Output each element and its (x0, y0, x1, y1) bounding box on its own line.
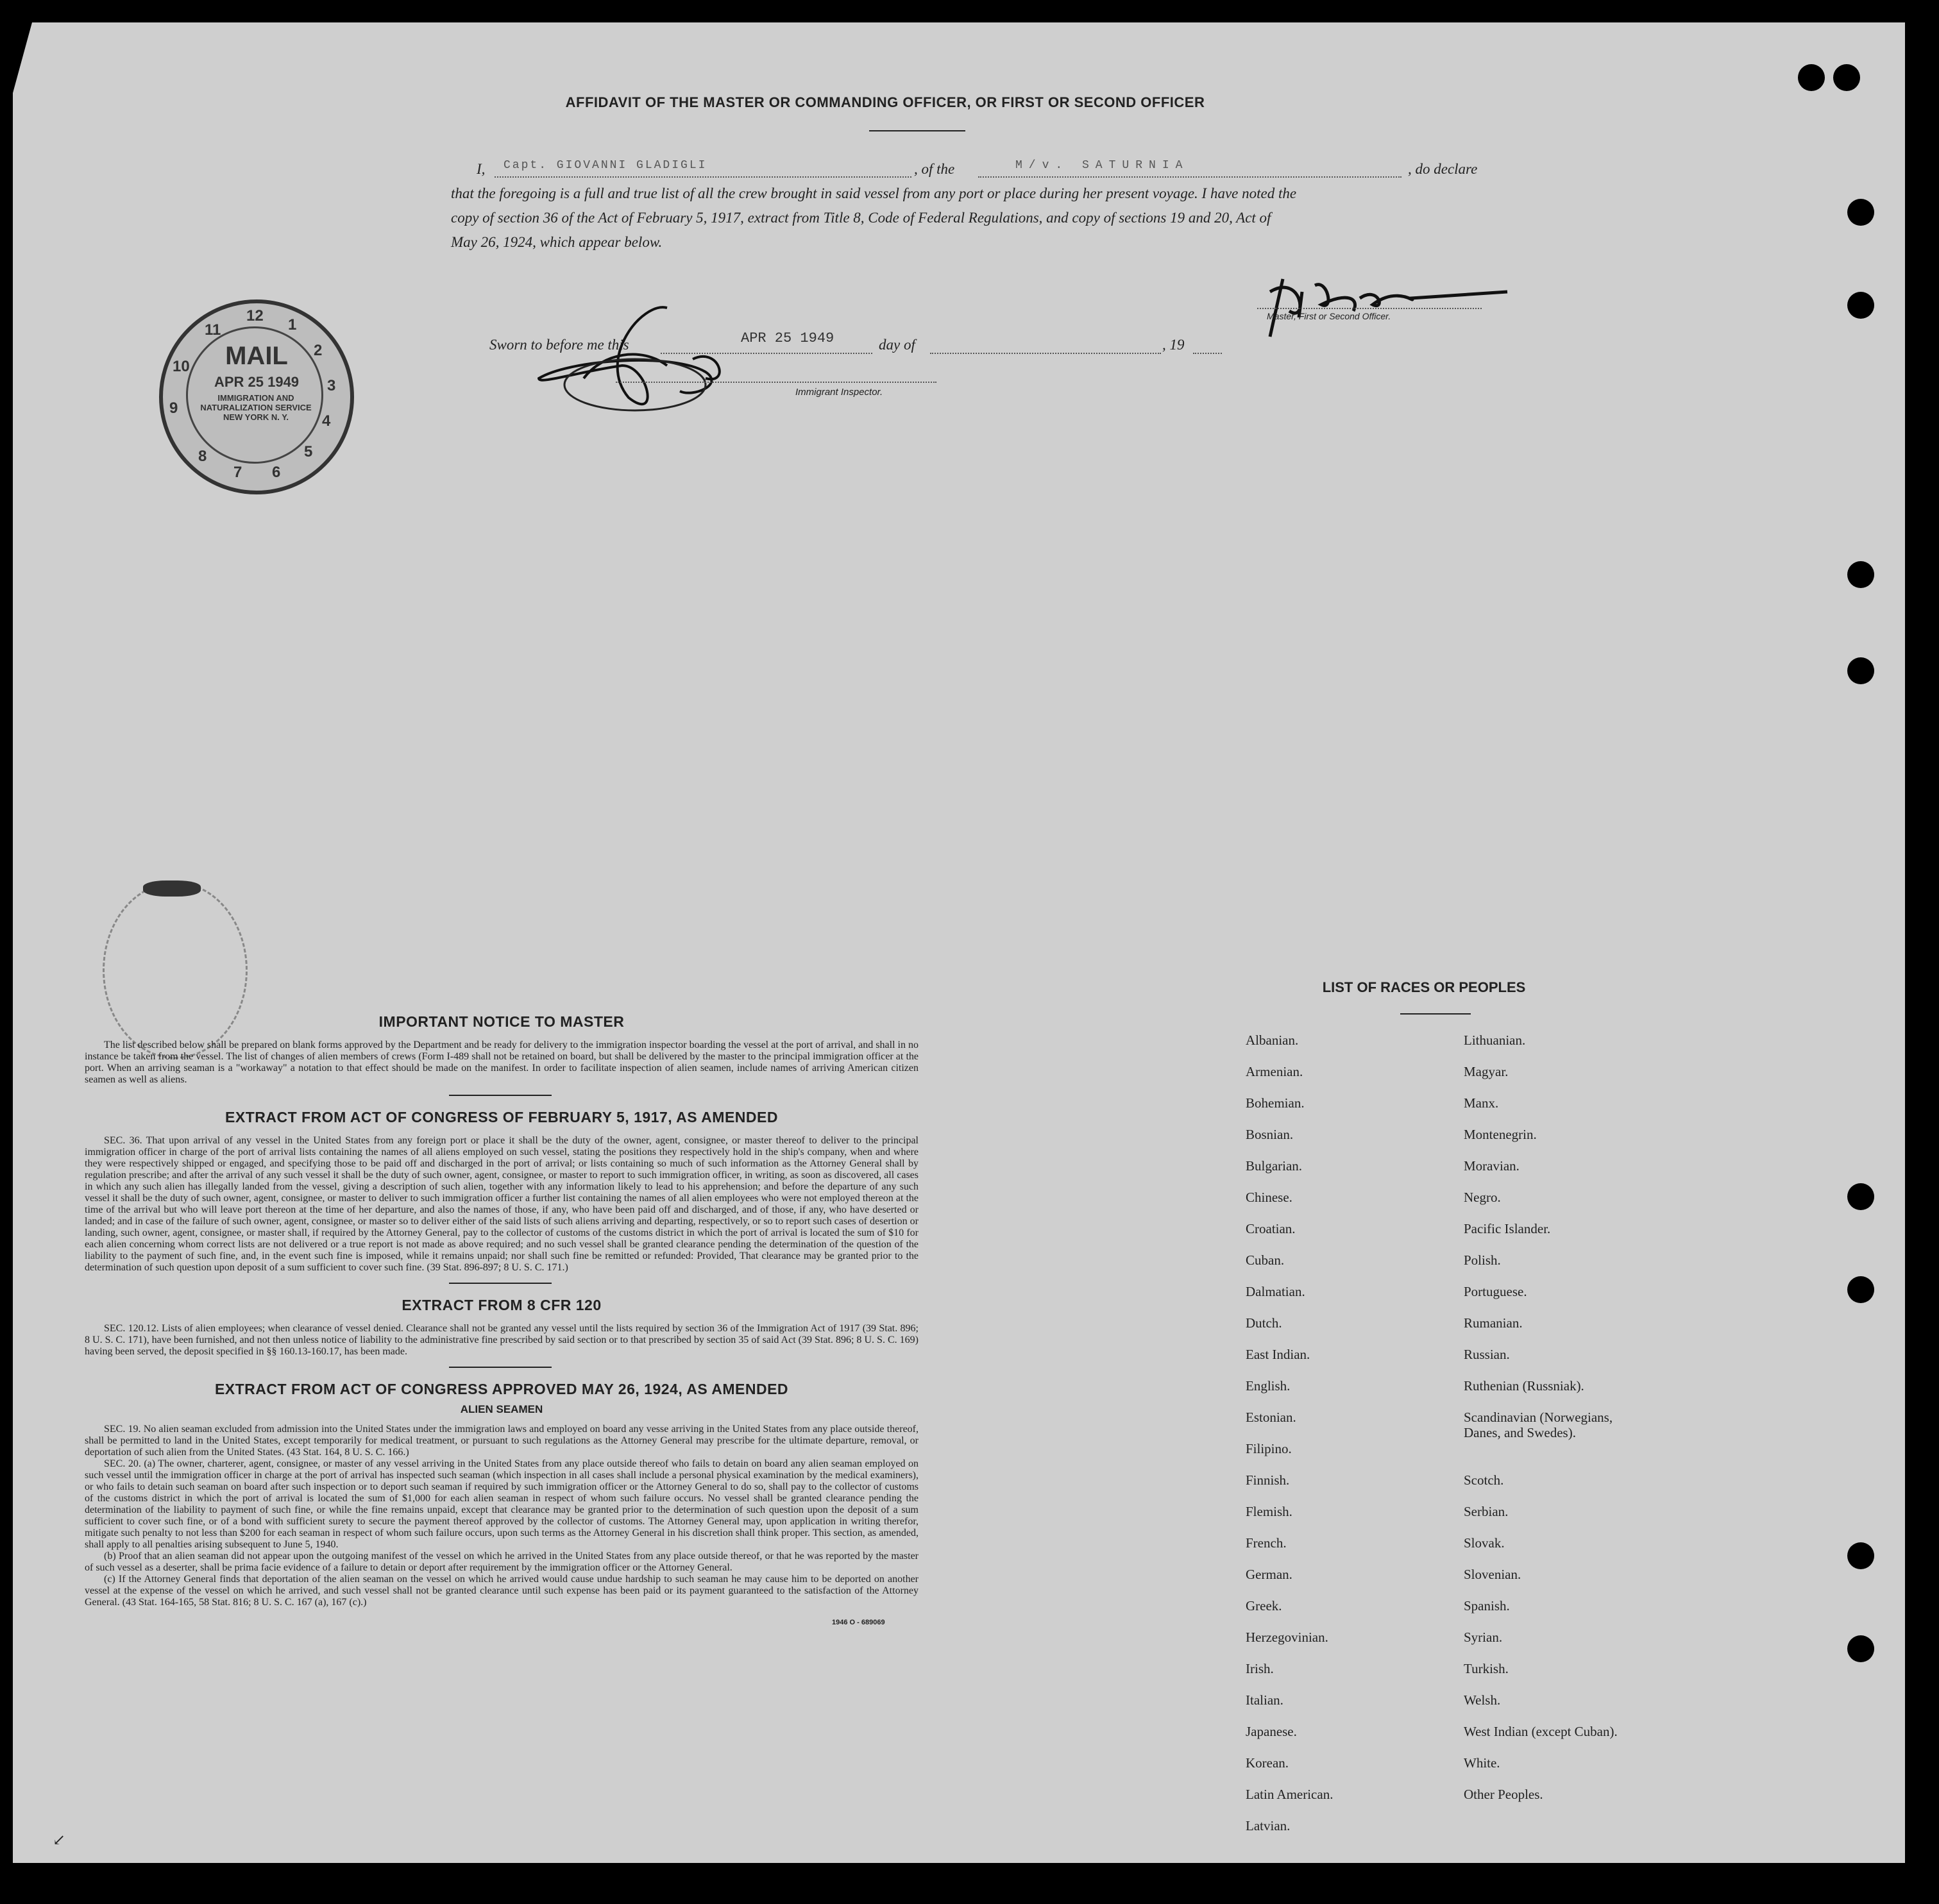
race-entry: Korean. (1246, 1755, 1289, 1771)
race-entry: Montenegrin. (1464, 1127, 1537, 1142)
postmark-mail: MAIL (225, 342, 288, 370)
race-entry: Filipino. (1246, 1441, 1292, 1456)
master-name: Capt. GIOVANNI GLADIGLI (504, 159, 707, 172)
declaration-line-2: that the foregoing is a full and true list of all the crew brought in said vessel from any port or place during her present voyage. I have noted the (451, 185, 1297, 201)
race-entry: Cuban. (1246, 1252, 1285, 1268)
inspector-caption: Immigrant Inspector. (795, 387, 883, 398)
race-entry: Dutch. (1246, 1315, 1282, 1331)
mail-postmark (159, 299, 354, 494)
sec-20b-body: (b) Proof that an alien seaman did not appear upon the outgoing manifest of the vessel on which he arrived in the United States from any place outside thereof, or that he was reported by the master of such vessel as a deserter, shall be prima facie evidence of a failure to detain or deport after requirement by the immigration officer or the Attorney General. (85, 1551, 919, 1573)
postmark-number: 8 (198, 448, 207, 465)
day-of-label: day of (879, 337, 915, 353)
race-entry: White. (1464, 1755, 1500, 1771)
extract-1924-title: EXTRACT FROM ACT OF CONGRESS APPROVED MAY 26, 1924, AS AMENDED (214, 1381, 789, 1397)
race-entry: Russian. (1464, 1347, 1510, 1362)
race-entry: Spanish. (1464, 1598, 1510, 1613)
race-entry: German. (1246, 1567, 1292, 1582)
postmark-number: 4 (322, 412, 331, 430)
postmark-number: 10 (173, 358, 190, 375)
declaration-i: I, (477, 161, 486, 177)
declaration-line-4: May 26, 1924, which appear below. (451, 234, 663, 250)
race-entry: Dalmatian. (1246, 1284, 1305, 1299)
postmark-number: 2 (314, 342, 323, 359)
race-entry: Portuguese. (1464, 1284, 1527, 1299)
race-entry: Scotch. (1464, 1472, 1504, 1488)
punch-hole (1798, 64, 1825, 91)
document-page (13, 22, 1905, 1863)
race-entry: Bosnian. (1246, 1127, 1294, 1142)
of-the: , of the (914, 161, 955, 177)
race-entry: Slovenian. (1464, 1567, 1521, 1582)
race-entry: Serbian. (1464, 1504, 1509, 1519)
legal-notices (85, 1013, 919, 1626)
title-rule (869, 130, 965, 131)
extract-1917-body: SEC. 36. That upon arrival of any vessel in the United States from any foreign port or place it shall be the duty of the owner, agent, consignee, or master thereof to deliver to the principal immigration officer in charge of the port of arrival lists containing the names of all aliens employed on such vessel, stating the positions they respectively hold in the ship's company, when and where they were respectively shipped or engaged, and specifying those to be paid off and discharged in the port of arrival; or lists containing so much of such information as the Attorney General shall by regulation prescribe; and after the arrival of any such vessel it shall be the duty of such owner, agent, consignee, or master to report to such immigration officer, in writing, as soon as discovered, all cases in which any such alien has illegally landed from the vessel, giving a description of such alien, together with any information likely to lead to his apprehension; and before the departure of any such vessel it shall be the duty of such owner, agent, consignee, or master to deliver to such immigration officer a further list containing the names of all alien employees who were not employed thereon at the time of the arrival but who will leave port thereon at the time of her departure, and also the names of those, if any, who have been paid off and discharged, and of those, if any, who have deserted or landed; and in case of the failure of such owner, agent, consignee, or master so to deliver either of the said lists of such aliens arriving and departing, respectively, or so to report such cases of desertion or landing, such owner, agent, consignee, or master shall, if required by the Attorney General, pay to the collector of customs of the customs district in which the port of arrival is located the sum of $10 for each alien concerning whom correct lists are not delivered or a true report is not made as above required; and no such vessel shall be granted clearance pending the determination of the question of the liability to the payment of such fine, and, in the event such fine is imposed, while it remains unpaid; nor shall such fine be remitted or refunded: Provided, That clearance may be granted prior to the determination of such question upon deposit of a sum sufficient to cover such fine. (39 Stat. 896-897; 8 U. S. C. 171.) (85, 1135, 919, 1273)
race-entry: Magyar. (1464, 1064, 1509, 1079)
race-entry: Negro. (1464, 1190, 1501, 1205)
postmark-number: 6 (272, 464, 281, 481)
punch-hole (1847, 1635, 1874, 1662)
postmark-number: 1 (288, 316, 297, 333)
race-entry: French. (1246, 1535, 1287, 1551)
race-entry: East Indian. (1246, 1347, 1310, 1362)
notice-body: The list described below shall be prepared on blank forms approved by the Department and be ready for delivery to the immigration inspector boarding the vessel at the port of arrival, and shall in no instance be taken from the vessel. The list of changes of alien members of crews (Form I-489 shall not be retained on board, but shall be delivered by the master to the principal immigration officer at the port. When an arriving seaman is a "workaway" a notation to that effect should be made on the manifest. In order to facilitate inspection of alien seamen, include names of arriving American citizen seamen as well as aliens. (85, 1040, 919, 1085)
race-entry: Polish. (1464, 1252, 1501, 1268)
race-entry: Other Peoples. (1464, 1787, 1543, 1802)
race-entry: Latin American. (1246, 1787, 1334, 1802)
print-code: 1946 O - 689069 (832, 1619, 885, 1626)
race-entry: Japanese. (1246, 1724, 1297, 1739)
race-entry: Manx. (1464, 1095, 1499, 1111)
race-entry: Greek. (1246, 1598, 1282, 1613)
race-entry: Croatian. (1246, 1221, 1296, 1236)
race-entry: Latvian. (1246, 1818, 1291, 1833)
punch-hole (1847, 292, 1874, 319)
race-entry: Moravian. (1464, 1158, 1520, 1174)
sec-19-body: SEC. 19. No alien seaman excluded from admission into the United States under the immigration laws and employed on board any vesse arriving in the United States from any place outside thereof, shall be permitted to land in the United States, except temporarily for medical treatment, or pursuant to such regulations as the Attorney General may prescribe for the ultimate departure, removal, or deportation of such alien from the United States. (43 Stat. 164, 8 U. S. C. 166.) (85, 1424, 919, 1458)
race-entry (1464, 1818, 1675, 1849)
affidavit-title: AFFIDAVIT OF THE MASTER OR COMMANDING OFFICER, OR FIRST OR SECOND OFFICER (565, 94, 1205, 110)
corner-mark: ↙ (53, 1832, 66, 1849)
race-entry: Lithuanian. (1464, 1032, 1526, 1048)
race-entry: Ruthenian (Russniak). (1464, 1378, 1584, 1394)
races-column-2 (1464, 1032, 1675, 1849)
race-entry (1464, 1441, 1675, 1472)
extract-cfr-title: EXTRACT FROM 8 CFR 120 (402, 1297, 602, 1313)
race-entry: Herzegovinian. (1246, 1630, 1328, 1645)
race-entry: West Indian (except Cuban). (1464, 1724, 1618, 1739)
year-label: , 19 (1162, 337, 1185, 353)
extract-1924-subtitle: ALIEN SEAMEN (460, 1403, 543, 1415)
master-signature (1264, 266, 1520, 343)
race-entry: Chinese. (1246, 1190, 1292, 1205)
sworn-date-stamp: APR 25 1949 (741, 330, 834, 346)
race-entry: Turkish. (1464, 1661, 1509, 1676)
race-entry: Pacific Islander. (1464, 1221, 1551, 1236)
race-entry: Finnish. (1246, 1472, 1290, 1488)
race-entry: Scandinavian (Norwegians, Danes, and Swedes). (1464, 1410, 1613, 1440)
do-declare: , do declare (1408, 161, 1478, 177)
postmark-number: 9 (169, 400, 178, 417)
races-column-1 (1246, 1032, 1438, 1849)
postmark-number: 3 (327, 377, 336, 394)
declaration-line-3: copy of section 36 of the Act of February 5, 1917, extract from Title 8, Code of Federal Regulations, and copy of sections 19 and 20, Act of (451, 210, 1271, 226)
punch-hole (1847, 1276, 1874, 1303)
race-entry: Slovak. (1464, 1535, 1505, 1551)
punch-hole (1847, 199, 1874, 226)
punch-hole (1847, 1542, 1874, 1569)
race-entry: Flemish. (1246, 1504, 1292, 1519)
race-entry: Syrian. (1464, 1630, 1503, 1645)
race-entry: Rumanian. (1464, 1315, 1523, 1331)
notice-title: IMPORTANT NOTICE TO MASTER (378, 1013, 625, 1030)
race-entry: Irish. (1246, 1661, 1274, 1676)
postmark-number: 7 (233, 464, 242, 481)
punch-hole (1833, 64, 1860, 91)
punch-hole (1847, 561, 1874, 588)
vessel-name: M/v. SATURNIA (1015, 159, 1189, 172)
race-entry: Bulgarian. (1246, 1158, 1303, 1174)
postmark-org: IMMIGRATION AND NATURALIZATION SERVICE NEW YORK N. Y. (200, 393, 312, 422)
race-entry: Italian. (1246, 1692, 1283, 1708)
extract-1917-title: EXTRACT FROM ACT OF CONGRESS OF FEBRUARY 5, 1917, AS AMENDED (225, 1109, 778, 1125)
postmark-number: 5 (304, 443, 313, 460)
race-entry: Armenian. (1246, 1064, 1303, 1079)
master-caption: Master, First or Second Officer. (1267, 311, 1391, 321)
postmark-date: APR 25 1949 (214, 374, 300, 390)
extract-cfr-body: SEC. 120.12. Lists of alien employees; when clearance of vessel denied. Clearance shall not be granted any vessel until the lists required by section 36 of the Immigration Act of 1917 (39 Stat. 896; 8 U. S. C. 171), have been furnished, and not then unless notice of liability to the administrative fine prescribed by said section or to that prescribed by section 35 of said Act (39 Stat. 896; 8 U. S. C. 169) having been served, the deposit specified in §§ 160.13-160.17, has been made. (85, 1323, 919, 1357)
postmark-number: 12 (246, 307, 264, 324)
race-entry: English. (1246, 1378, 1291, 1394)
race-entry: Welsh. (1464, 1692, 1501, 1708)
inspector-signature (513, 289, 783, 436)
race-entry: Bohemian. (1246, 1095, 1305, 1111)
sworn-label: Sworn to before me this (489, 337, 629, 353)
declaration (451, 157, 1509, 255)
postmark-number: 11 (205, 321, 221, 339)
punch-hole (1847, 657, 1874, 684)
race-entry: Albanian. (1246, 1032, 1299, 1048)
race-entry: Estonian. (1246, 1410, 1296, 1425)
punch-hole (1847, 1183, 1874, 1210)
sec-20a-body: SEC. 20. (a) The owner, charterer, agent, consignee, or master of any vessel arriving in the United States from any place outside thereof who fails to detain on board any alien seaman employed on such vessel until the immigration officer in charge at the port of arrival has inspected such seaman (which inspection in all cases shall include a personal physical examination by the medical examiners), or who fails to detain such seaman on board after such inspection or to deport such seaman if required by such immigration officer or the Attorney General to do so, shall pay to the collector of customs of the customs district in which the port of arrival is located the sum of $1,000 for each alien seaman in respect of whom such failure occurs. No vessel shall be granted clearance pending the determination of the liability to payment of such fine, or while the fine remains unpaid, except that clearance may be granted prior to the determination of such question upon the deposit of a sum sufficient to cover such fine, or of a bond with sufficient surety to secure the payment thereof approved by the collector of customs. The Attorney General may, upon application in writing therefor, mitigate such penalty to not less than $200 for each seaman in respect of whom such failure occurs, upon such terms as the Attorney General in his discretion shall think proper. This section, as amended, shall apply to all penalties arising subsequent to June 5, 1940. (85, 1458, 919, 1550)
sec-20c-body: (c) If the Attorney General finds that deportation of the alien seaman on the vessel on which he arrived would cause undue hardship to such seaman he may cause him to be deported on another vessel at the expense of the vessel on which he arrived, and such vessel shall not be granted clearance until such expense has been paid or its payment guaranteed to the satisfaction of the Attorney General. (43 Stat. 164-165, 58 Stat. 816; 8 U. S. C. 167 (a), 167 (c).) (85, 1574, 919, 1608)
races-title: LIST OF RACES OR PEOPLES (1322, 979, 1526, 995)
